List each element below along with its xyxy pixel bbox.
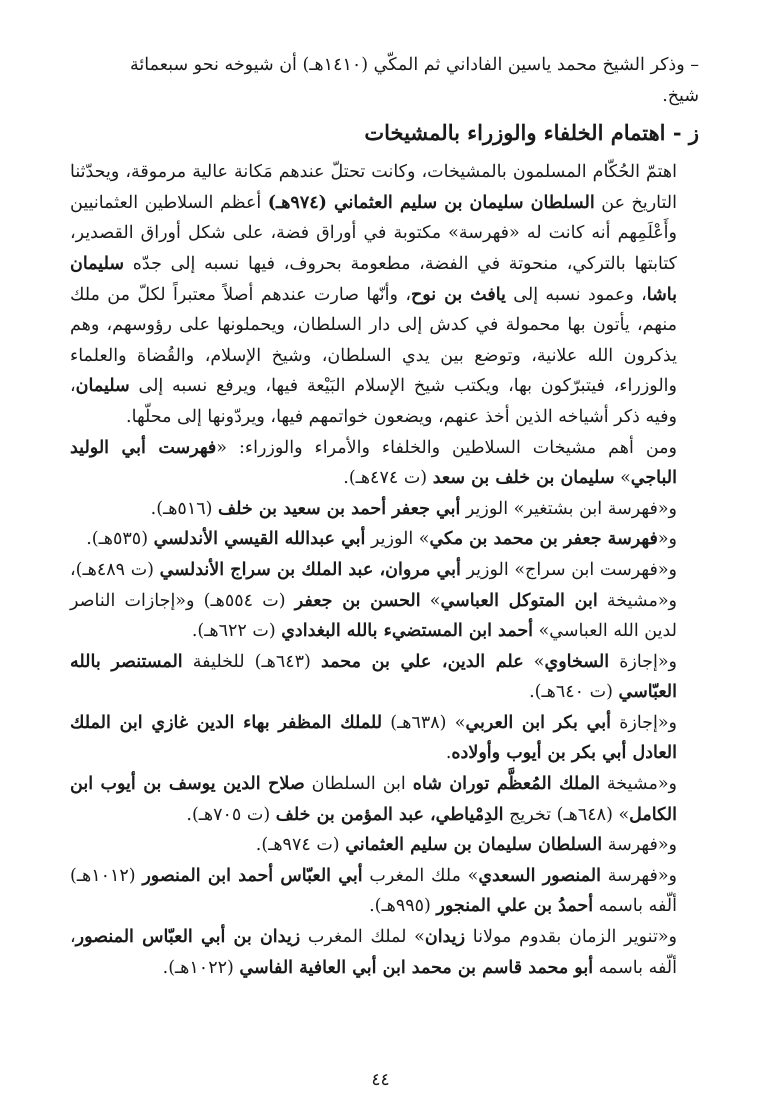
bold-name: أحمدُ بن علي المنجور xyxy=(436,896,594,917)
list-item xyxy=(70,922,699,983)
entry-text: و«إجازة xyxy=(611,712,678,733)
bold-name: علم الدين، علي بن محمد xyxy=(321,651,524,672)
paragraph-text: » xyxy=(614,468,631,489)
entry-text: (ت ٩٧٤هـ). xyxy=(255,835,346,856)
list-item xyxy=(70,555,699,647)
list-item xyxy=(70,524,699,555)
paragraph-caliphs xyxy=(70,157,699,432)
bold-name: المستنصر بالله العبّاسي xyxy=(70,651,677,703)
bold-name: أبي بكر ابن العربي xyxy=(465,712,611,733)
entry-text: (ت ٧٠٥هـ). xyxy=(186,804,276,825)
paragraph-text: ، وأنّها صارت عندهم أصلاً معتبراً لكلّ من ملك منهم، يأتون بها محمولة في كدش إلى دار السلطان، ويحملونها على رؤوسهم، وهم يذكرون الله علانية، وتوضع بين يدي السلطان، وشيخ الإسلام، والقُضاة والعلماء والوزراء، فيتبرّكون بها، ويكتب شيخ الإسلام البَيْعة فيها، ويرفع نسبه إلى xyxy=(70,284,678,397)
bold-name: فهرسة جعفر بن محمد بن مكي xyxy=(429,529,658,550)
list-item xyxy=(70,830,699,861)
bold-name: أبي جعفر أحمد بن سعيد بن خلف xyxy=(218,498,461,519)
bold-name: السلطان سليمان بن سليم العثماني xyxy=(345,835,603,856)
entry-text: » (٦٣٨هـ) xyxy=(382,712,466,733)
paragraph-text: ومن أهم مشيخات السلاطين والخلفاء والأمراء والوزراء: « xyxy=(216,437,677,458)
entry-text: » (٦٤٨هـ) تخريج xyxy=(503,804,630,825)
bold-name: الحسن بن جعفر xyxy=(294,590,421,611)
entry-text: (٩٩٥هـ). xyxy=(369,896,437,917)
bold-name: السلطان سليمان بن سليم العثماني (٩٧٤هـ) xyxy=(267,192,595,213)
list-item xyxy=(70,708,699,769)
entry-text: و«إجازة xyxy=(609,651,677,672)
page-number: ٤٤ xyxy=(371,1070,390,1090)
list-item xyxy=(70,861,699,922)
bold-name: سليمان باشا xyxy=(70,253,677,305)
bold-name: أبي مروان، عبد الملك بن سراج الأندلسي xyxy=(159,559,461,580)
bold-name: فهرست أبي الوليد الباجي xyxy=(70,437,677,489)
entry-text: . xyxy=(445,743,452,764)
bold-name: للملك المظفر بهاء الدين غازي ابن الملك العادل أبي بكر بن أيوب وأولاده xyxy=(70,712,677,764)
paragraph-text: ، وعمود نسبه إلى xyxy=(505,284,647,305)
entry-text: » xyxy=(420,590,441,611)
bold-name: المنصور السعدي xyxy=(478,865,601,886)
entry-text: و«مشيخة xyxy=(599,774,677,795)
paragraph-text: ، وفيه ذكر أشياخه الذين أخذ عنهم، ويضعون خواتمهم فيها، ويردّونها إلى محلّها. xyxy=(70,376,677,427)
entry-text: و«فهرسة ابن بشتغير» الوزير xyxy=(460,498,677,519)
paragraph-text: (ت ٤٧٤هـ). xyxy=(343,468,433,489)
paragraph-important-works xyxy=(70,433,699,494)
paragraph-text: اهتمّ الحُكّام المسلمون بالمشيخات، وكانت تحتلّ عندهم مَكانة عالية مرموقة، ويحدّثنا التاريخ عن xyxy=(70,162,677,213)
entry-text: و«فهرست ابن سراج» الوزير xyxy=(460,559,678,580)
entry-text: (ت ٦٤٠هـ). xyxy=(529,682,619,703)
intro-line-1: – وذكر الشيخ محمد ياسين الفاداني ثم المكّي (١٤١٠هـ) أن شيوخه نحو سبعمائة xyxy=(130,55,699,75)
entry-text: ، ألّفه باسمه xyxy=(70,927,677,978)
bold-name: أحمد ابن المستضيء بالله البغدادي xyxy=(281,621,534,642)
bold-name: سليمان xyxy=(75,376,130,397)
entry-text: و«فهرسة xyxy=(602,835,677,856)
section-body xyxy=(70,157,699,983)
list-item xyxy=(70,769,699,830)
entry-text: (٥١٦هـ). xyxy=(150,498,219,519)
entry-text: (ت ٥٥٤هـ) و«إجازات الناصر لدين الله العباسي» xyxy=(70,590,677,642)
entry-text: » الوزير xyxy=(365,529,430,550)
bold-name: الدِمْياطي، عبد المؤمن بن خلف xyxy=(275,804,504,825)
entry-text: و«فهرسة xyxy=(600,865,678,886)
entry-text: و«تنوير الزمان بقدوم مولانا xyxy=(465,927,677,948)
intro-line-2: شيخ. xyxy=(662,85,699,106)
entry-text: (١٠١٢هـ) ألّفه باسمه xyxy=(70,865,677,917)
paragraph-text: أعظم السلاطين العثمانيين وأَعْلَمِهم أنه كانت له «فهرسة» مكتوبة في أوراق فضة، على شكل أوراق القصدير، كتابتها بالتركي، منحوتة في الفضة، مطعومة بحروف، فيها نسبه إلى جدّه xyxy=(70,192,677,274)
intro-note xyxy=(70,50,699,111)
bold-name: أبو محمد قاسم بن محمد ابن أبي العافية الفاسي xyxy=(239,957,594,978)
entry-text: » لملك المغرب xyxy=(300,927,425,948)
bold-name: ابن المتوكل العباسي xyxy=(440,590,598,611)
list-item xyxy=(70,494,699,525)
entry-text: و« xyxy=(657,529,677,550)
entry-text: » xyxy=(523,651,545,672)
list-item xyxy=(70,647,699,708)
entry-text: (٥٣٥هـ). xyxy=(86,529,154,550)
bold-name: سليمان بن خلف بن سعد xyxy=(432,468,615,489)
bold-name: صلاح الدين يوسف بن أيوب ابن الكامل xyxy=(70,774,677,825)
section-heading: ز - اهتمام الخلفاء والوزراء بالمشيخات xyxy=(364,120,699,146)
entry-text: ابن السلطان xyxy=(304,774,413,795)
bold-name: أبي العبّاس أحمد ابن المنصور xyxy=(142,865,363,886)
entry-text: (ت ٦٢٢هـ). xyxy=(191,621,282,642)
bold-name: أبي عبدالله القيسي الأندلسي xyxy=(153,529,366,550)
entry-text: (٦٤٣هـ) للخليفة xyxy=(182,651,321,672)
bold-name: الملك المُعظَّم توران شاه xyxy=(412,774,600,795)
bold-name: يافث بن نوح xyxy=(410,284,506,305)
bold-name: زيدان xyxy=(424,927,466,948)
bold-name: زيدان بن أبي العبّاس المنصور xyxy=(75,927,301,948)
entry-text: (١٠٢٢هـ). xyxy=(162,957,240,978)
entry-text: » ملك المغرب xyxy=(362,865,479,886)
bold-name: السخاوي xyxy=(544,651,610,672)
entry-text: (ت ٤٨٩هـ)، و«مشيخة xyxy=(70,559,677,611)
